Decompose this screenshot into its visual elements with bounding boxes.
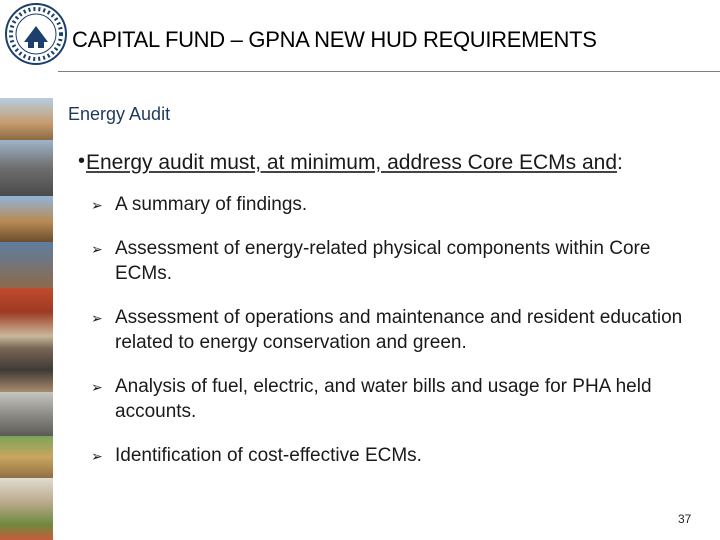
list-item-text: Analysis of fuel, electric, and water bills and usage for PHA held accounts. [115, 376, 652, 422]
list-item-text: Identification of cost-effective ECMs. [115, 445, 422, 466]
list-item [91, 443, 691, 468]
title-divider [58, 71, 720, 72]
arrow-bullet-icon: ➢ [91, 448, 103, 464]
arrow-bullet-icon: ➢ [91, 241, 103, 257]
main-bullet [78, 150, 706, 175]
arrow-bullet-icon: ➢ [91, 197, 103, 213]
photo-collage-icon [0, 98, 53, 540]
list-item [91, 236, 691, 286]
list-item [91, 305, 691, 355]
main-bullet-text: Energy audit must, at minimum, address Core ECMs and [86, 151, 618, 174]
arrow-bullet-icon: ➢ [91, 310, 103, 326]
hud-seal-icon [4, 2, 68, 66]
arrow-bullet-icon: ➢ [91, 379, 103, 395]
list-item [91, 192, 691, 217]
page-number: 37 [678, 512, 692, 526]
section-heading: Energy Audit [68, 104, 171, 124]
slide-title: CAPITAL FUND – GPNA NEW HUD REQUIREMENTS [72, 27, 597, 52]
bullet-dot-icon: • [78, 150, 86, 172]
sub-bullet-list [91, 192, 691, 487]
list-item [91, 374, 691, 424]
main-bullet-colon: : [617, 151, 623, 174]
list-item-text: A summary of findings. [115, 194, 308, 215]
list-item-text: Assessment of operations and maintenance and resident education related to energy conservation and green. [115, 307, 683, 353]
list-item-text: Assessment of energy-related physical components within Core ECMs. [115, 238, 651, 284]
